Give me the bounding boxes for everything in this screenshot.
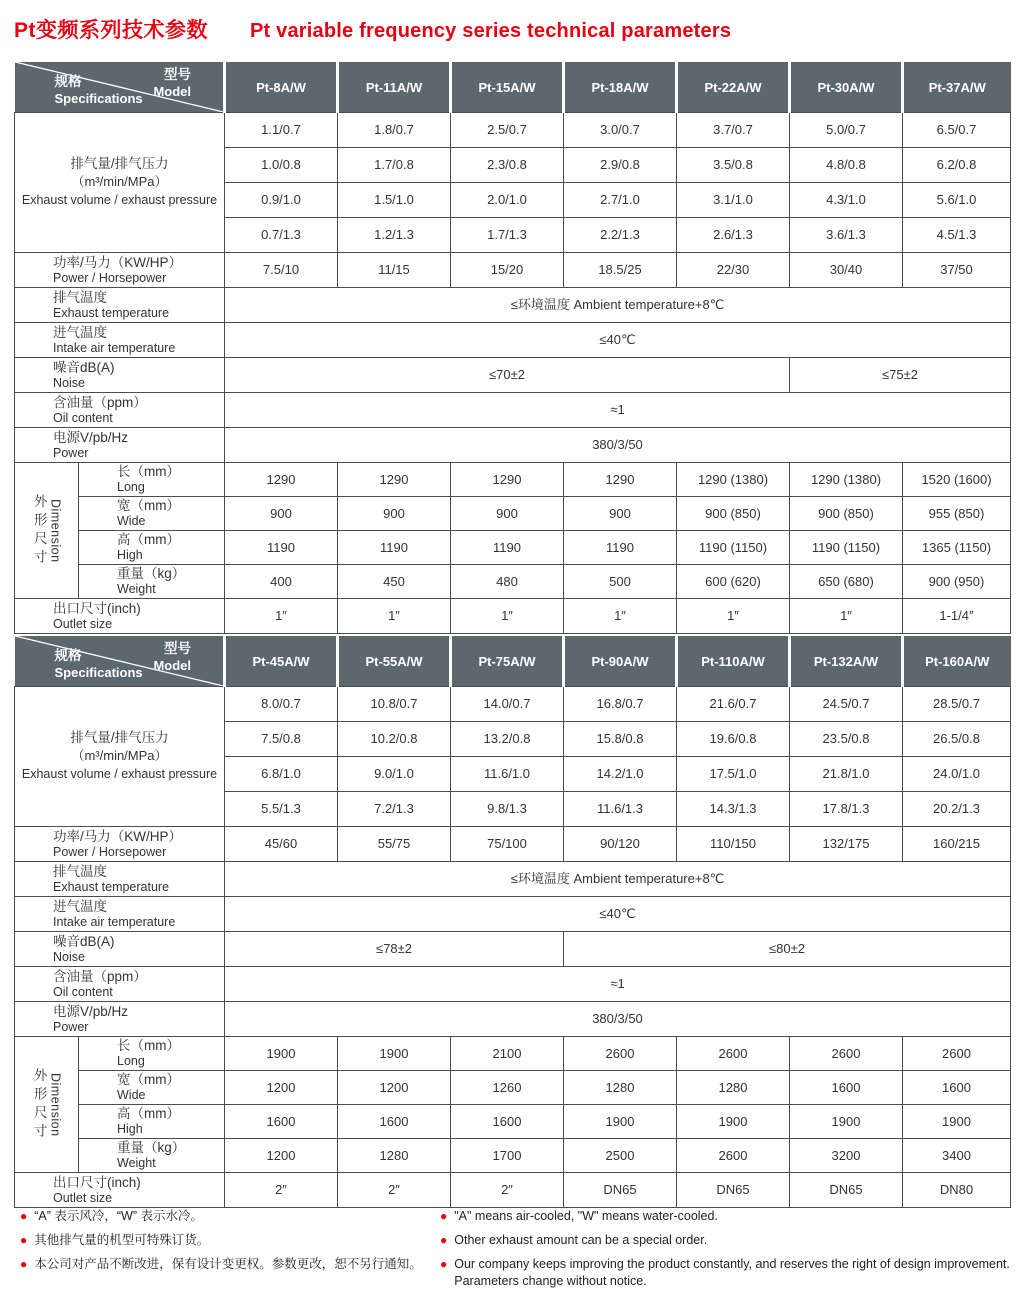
value-cell: 1″ xyxy=(225,599,338,634)
value-cell: 900 (850) xyxy=(790,497,903,531)
row-label-noise: 噪音dB(A) Noise xyxy=(15,358,225,393)
value-cell: 1200 xyxy=(225,1071,338,1105)
value-cell: 1900 xyxy=(677,1105,790,1139)
value-cell: 13.2/0.8 xyxy=(451,722,564,757)
value-cell: 2.6/1.3 xyxy=(677,218,790,253)
model-header: Pt-55A/W xyxy=(338,636,451,687)
note-item: ● 本公司对产品不断改进，保有设计变更权。参数更改，恕不另行通知。 xyxy=(20,1256,440,1274)
value-cell: ≈1 xyxy=(225,393,1011,428)
model-header: Pt-15A/W xyxy=(451,62,564,113)
value-cell: ≤75±2 xyxy=(790,358,1011,393)
value-cell: 9.0/1.0 xyxy=(338,757,451,792)
value-cell: 160/215 xyxy=(903,827,1011,862)
value-cell: 1″ xyxy=(677,599,790,634)
value-cell: 1.8/0.7 xyxy=(338,113,451,148)
row-label-power-hp: 功率/马力（KW/HP） Power / Horsepower xyxy=(15,827,225,862)
value-cell: 5.0/0.7 xyxy=(790,113,903,148)
value-cell: ≤70±2 xyxy=(225,358,790,393)
value-cell: 21.6/0.7 xyxy=(677,687,790,722)
value-cell: 480 xyxy=(451,565,564,599)
footnotes-en xyxy=(440,1208,1010,1297)
value-cell: 1280 xyxy=(677,1071,790,1105)
value-cell: ≤环境温度 Ambient temperature+8℃ xyxy=(225,862,1011,897)
value-cell: 600 (620) xyxy=(677,565,790,599)
value-cell: 55/75 xyxy=(338,827,451,862)
footnotes-zh xyxy=(20,1208,440,1297)
value-cell: 1200 xyxy=(225,1139,338,1173)
value-cell: 1900 xyxy=(790,1105,903,1139)
value-cell: 20.2/1.3 xyxy=(903,792,1011,827)
model-header: Pt-18A/W xyxy=(564,62,677,113)
value-cell: ≤环境温度 Ambient temperature+8℃ xyxy=(225,288,1011,323)
spec-corner-label: 规格 Specifications xyxy=(54,647,143,680)
value-cell: 26.5/0.8 xyxy=(903,722,1011,757)
model-header: Pt-37A/W xyxy=(903,62,1011,113)
row-label-noise: 噪音dB(A) Noise xyxy=(15,932,225,967)
row-label-oil: 含油量（ppm） Oil content xyxy=(15,393,225,428)
model-header: Pt-30A/W xyxy=(790,62,903,113)
value-cell: 1″ xyxy=(451,599,564,634)
value-cell: 1600 xyxy=(790,1071,903,1105)
value-cell: 2″ xyxy=(451,1173,564,1208)
value-cell: 1290 xyxy=(564,463,677,497)
bullet-icon: ● xyxy=(20,1232,28,1247)
value-cell: 1260 xyxy=(451,1071,564,1105)
value-cell: 2600 xyxy=(903,1037,1011,1071)
value-cell: 1900 xyxy=(903,1105,1011,1139)
value-cell: 380/3/50 xyxy=(225,428,1011,463)
corner-header-cell xyxy=(15,62,225,113)
value-cell: 22/30 xyxy=(677,253,790,288)
value-cell: 15.8/0.8 xyxy=(564,722,677,757)
value-cell: 1190 (1150) xyxy=(677,531,790,565)
row-label-power_supply: 电源V/pb/Hz Power xyxy=(15,1002,225,1037)
row-label-power-hp: 功率/马力（KW/HP） Power / Horsepower xyxy=(15,253,225,288)
value-cell: 14.3/1.3 xyxy=(677,792,790,827)
note-item: ● “A” 表示风冷，“W” 表示水冷。 xyxy=(20,1208,440,1226)
value-cell: 900 (950) xyxy=(903,565,1011,599)
value-cell: 15/20 xyxy=(451,253,564,288)
value-cell: 19.6/0.8 xyxy=(677,722,790,757)
model-header: Pt-22A/W xyxy=(677,62,790,113)
value-cell: 7.5/10 xyxy=(225,253,338,288)
value-cell: 1-1/4″ xyxy=(903,599,1011,634)
value-cell: 2.9/0.8 xyxy=(564,148,677,183)
value-cell: 2100 xyxy=(451,1037,564,1071)
value-cell: 6.2/0.8 xyxy=(903,148,1011,183)
footnotes xyxy=(20,1208,1010,1297)
value-cell: 4.5/1.3 xyxy=(903,218,1011,253)
value-cell: 2.3/0.8 xyxy=(451,148,564,183)
value-cell: 1365 (1150) xyxy=(903,531,1011,565)
row-label-exhaust_temp: 排气温度 Exhaust temperature xyxy=(15,862,225,897)
model-corner-label: 型号 Model xyxy=(153,67,191,99)
value-cell: 18.5/25 xyxy=(564,253,677,288)
value-cell: 23.5/0.8 xyxy=(790,722,903,757)
value-cell: ≈1 xyxy=(225,967,1011,1002)
value-cell: 28.5/0.7 xyxy=(903,687,1011,722)
value-cell: 11/15 xyxy=(338,253,451,288)
page-title-en: Pt variable frequency series technical parameters xyxy=(250,20,732,42)
value-cell: 1.5/1.0 xyxy=(338,183,451,218)
value-cell: ≤40℃ xyxy=(225,323,1011,358)
value-cell: 2.0/1.0 xyxy=(451,183,564,218)
value-cell: 90/120 xyxy=(564,827,677,862)
model-header: Pt-110A/W xyxy=(677,636,790,687)
value-cell: 1290 xyxy=(451,463,564,497)
value-cell: 6.5/0.7 xyxy=(903,113,1011,148)
row-label-outlet: 出口尺寸(inch) Outlet size xyxy=(15,1173,225,1208)
row-label-long: 长（mm） Long xyxy=(79,463,225,497)
model-header: Pt-45A/W xyxy=(225,636,338,687)
value-cell: DN65 xyxy=(790,1173,903,1208)
value-cell: 1190 xyxy=(225,531,338,565)
value-cell: 1.2/1.3 xyxy=(338,218,451,253)
value-cell: 6.8/1.0 xyxy=(225,757,338,792)
value-cell: 1600 xyxy=(451,1105,564,1139)
model-header: Pt-75A/W xyxy=(451,636,564,687)
value-cell: 45/60 xyxy=(225,827,338,862)
value-cell: 1290 (1380) xyxy=(677,463,790,497)
value-cell: 132/175 xyxy=(790,827,903,862)
value-cell: 0.7/1.3 xyxy=(225,218,338,253)
value-cell: 1900 xyxy=(338,1037,451,1071)
value-cell: 30/40 xyxy=(790,253,903,288)
row-label-exhaust_temp: 排气温度 Exhaust temperature xyxy=(15,288,225,323)
value-cell: DN80 xyxy=(903,1173,1011,1208)
value-cell: 1200 xyxy=(338,1071,451,1105)
value-cell: 7.5/0.8 xyxy=(225,722,338,757)
model-corner-label: 型号 Model xyxy=(153,641,191,673)
row-label-outlet: 出口尺寸(inch) Outlet size xyxy=(15,599,225,634)
page-title xyxy=(14,14,731,44)
note-item: ● 其他排气量的机型可特殊订货。 xyxy=(20,1232,440,1250)
row-label-wide: 宽（mm） Wide xyxy=(79,1071,225,1105)
value-cell: 17.8/1.3 xyxy=(790,792,903,827)
value-cell: 1190 xyxy=(564,531,677,565)
value-cell: 1″ xyxy=(790,599,903,634)
value-cell: 21.8/1.0 xyxy=(790,757,903,792)
row-label-power_supply: 电源V/pb/Hz Power xyxy=(15,428,225,463)
row-label-dimension: 外形尺寸 Dimension xyxy=(15,463,79,599)
value-cell: 900 (850) xyxy=(677,497,790,531)
model-header: Pt-11A/W xyxy=(338,62,451,113)
value-cell: 9.8/1.3 xyxy=(451,792,564,827)
value-cell: 1600 xyxy=(225,1105,338,1139)
value-cell: 1190 xyxy=(338,531,451,565)
value-cell: ≤80±2 xyxy=(564,932,1011,967)
page-title-zh: Pt变频系列技术参数 xyxy=(14,19,208,42)
bullet-icon: ● xyxy=(440,1209,448,1223)
value-cell: 900 xyxy=(451,497,564,531)
value-cell: 4.3/1.0 xyxy=(790,183,903,218)
spec-table-1 xyxy=(14,62,1011,634)
row-label-long: 长（mm） Long xyxy=(79,1037,225,1071)
value-cell: 1290 xyxy=(225,463,338,497)
row-label-oil: 含油量（ppm） Oil content xyxy=(15,967,225,1002)
value-cell: 11.6/1.3 xyxy=(564,792,677,827)
value-cell: 1280 xyxy=(564,1071,677,1105)
value-cell: 1900 xyxy=(564,1105,677,1139)
value-cell: 1.1/0.7 xyxy=(225,113,338,148)
value-cell: 1600 xyxy=(903,1071,1011,1105)
row-label-exhaust: 排气量/排气压力 （m³/min/MPa） Exhaust volume / exhaust pressure xyxy=(15,687,225,827)
value-cell: 2″ xyxy=(338,1173,451,1208)
note-item: ● Our company keeps improving the product constantly, and reserves the right of design improvement. Parameters change without notice. xyxy=(440,1256,1010,1292)
model-header: Pt-160A/W xyxy=(903,636,1011,687)
value-cell: 2.5/0.7 xyxy=(451,113,564,148)
value-cell: 2600 xyxy=(564,1037,677,1071)
model-header: Pt-90A/W xyxy=(564,636,677,687)
value-cell: 2600 xyxy=(677,1139,790,1173)
value-cell: 3200 xyxy=(790,1139,903,1173)
model-header: Pt-132A/W xyxy=(790,636,903,687)
value-cell: ≤78±2 xyxy=(225,932,564,967)
value-cell: 1290 xyxy=(338,463,451,497)
value-cell: 900 xyxy=(338,497,451,531)
value-cell: 2600 xyxy=(677,1037,790,1071)
value-cell: DN65 xyxy=(564,1173,677,1208)
value-cell: 3.6/1.3 xyxy=(790,218,903,253)
value-cell: 1290 (1380) xyxy=(790,463,903,497)
row-label-high: 高（mm） High xyxy=(79,1105,225,1139)
value-cell: 17.5/1.0 xyxy=(677,757,790,792)
value-cell: 1520 (1600) xyxy=(903,463,1011,497)
value-cell: 1190 (1150) xyxy=(790,531,903,565)
bullet-icon: ● xyxy=(20,1256,28,1271)
value-cell: 400 xyxy=(225,565,338,599)
value-cell: 1.0/0.8 xyxy=(225,148,338,183)
value-cell: 3.1/1.0 xyxy=(677,183,790,218)
value-cell: 16.8/0.7 xyxy=(564,687,677,722)
value-cell: 110/150 xyxy=(677,827,790,862)
value-cell: 1″ xyxy=(564,599,677,634)
row-label-exhaust: 排气量/排气压力 （m³/min/MPa） Exhaust volume / exhaust pressure xyxy=(15,113,225,253)
note-item: ● Other exhaust amount can be a special order. xyxy=(440,1232,1010,1250)
spec-corner-label: 规格 Specifications xyxy=(54,73,143,106)
value-cell: ≤40℃ xyxy=(225,897,1011,932)
value-cell: 2500 xyxy=(564,1139,677,1173)
value-cell: 24.5/0.7 xyxy=(790,687,903,722)
value-cell: 5.5/1.3 xyxy=(225,792,338,827)
value-cell: 14.0/0.7 xyxy=(451,687,564,722)
value-cell: 1.7/1.3 xyxy=(451,218,564,253)
row-label-weight: 重量（kg） Weight xyxy=(79,565,225,599)
value-cell: 380/3/50 xyxy=(225,1002,1011,1037)
value-cell: 450 xyxy=(338,565,451,599)
value-cell: 10.8/0.7 xyxy=(338,687,451,722)
value-cell: 3400 xyxy=(903,1139,1011,1173)
value-cell: 8.0/0.7 xyxy=(225,687,338,722)
value-cell: 5.6/1.0 xyxy=(903,183,1011,218)
value-cell: 900 xyxy=(564,497,677,531)
value-cell: 1700 xyxy=(451,1139,564,1173)
row-label-weight: 重量（kg） Weight xyxy=(79,1139,225,1173)
spec-table-2 xyxy=(14,636,1011,1208)
value-cell: 900 xyxy=(225,497,338,531)
value-cell: 1″ xyxy=(338,599,451,634)
value-cell: 1280 xyxy=(338,1139,451,1173)
row-label-wide: 宽（mm） Wide xyxy=(79,497,225,531)
value-cell: 24.0/1.0 xyxy=(903,757,1011,792)
model-header: Pt-8A/W xyxy=(225,62,338,113)
value-cell: DN65 xyxy=(677,1173,790,1208)
row-label-intake_temp: 进气温度 Intake air temperature xyxy=(15,323,225,358)
corner-header-cell xyxy=(15,636,225,687)
value-cell: 3.7/0.7 xyxy=(677,113,790,148)
value-cell: 11.6/1.0 xyxy=(451,757,564,792)
bullet-icon: ● xyxy=(20,1209,28,1223)
value-cell: 37/50 xyxy=(903,253,1011,288)
value-cell: 650 (680) xyxy=(790,565,903,599)
row-label-high: 高（mm） High xyxy=(79,531,225,565)
value-cell: 1900 xyxy=(225,1037,338,1071)
value-cell: 75/100 xyxy=(451,827,564,862)
value-cell: 2″ xyxy=(225,1173,338,1208)
value-cell: 1600 xyxy=(338,1105,451,1139)
value-cell: 955 (850) xyxy=(903,497,1011,531)
value-cell: 3.0/0.7 xyxy=(564,113,677,148)
value-cell: 14.2/1.0 xyxy=(564,757,677,792)
value-cell: 2.2/1.3 xyxy=(564,218,677,253)
row-label-dimension: 外形尺寸 Dimension xyxy=(15,1037,79,1173)
value-cell: 10.2/0.8 xyxy=(338,722,451,757)
value-cell: 4.8/0.8 xyxy=(790,148,903,183)
bullet-icon: ● xyxy=(440,1256,448,1271)
value-cell: 7.2/1.3 xyxy=(338,792,451,827)
value-cell: 2.7/1.0 xyxy=(564,183,677,218)
value-cell: 1190 xyxy=(451,531,564,565)
note-item: ● "A" means air-cooled, "W" means water-cooled. xyxy=(440,1208,1010,1226)
value-cell: 1.7/0.8 xyxy=(338,148,451,183)
value-cell: 3.5/0.8 xyxy=(677,148,790,183)
value-cell: 500 xyxy=(564,565,677,599)
value-cell: 0.9/1.0 xyxy=(225,183,338,218)
row-label-intake_temp: 进气温度 Intake air temperature xyxy=(15,897,225,932)
bullet-icon: ● xyxy=(440,1232,448,1247)
value-cell: 2600 xyxy=(790,1037,903,1071)
